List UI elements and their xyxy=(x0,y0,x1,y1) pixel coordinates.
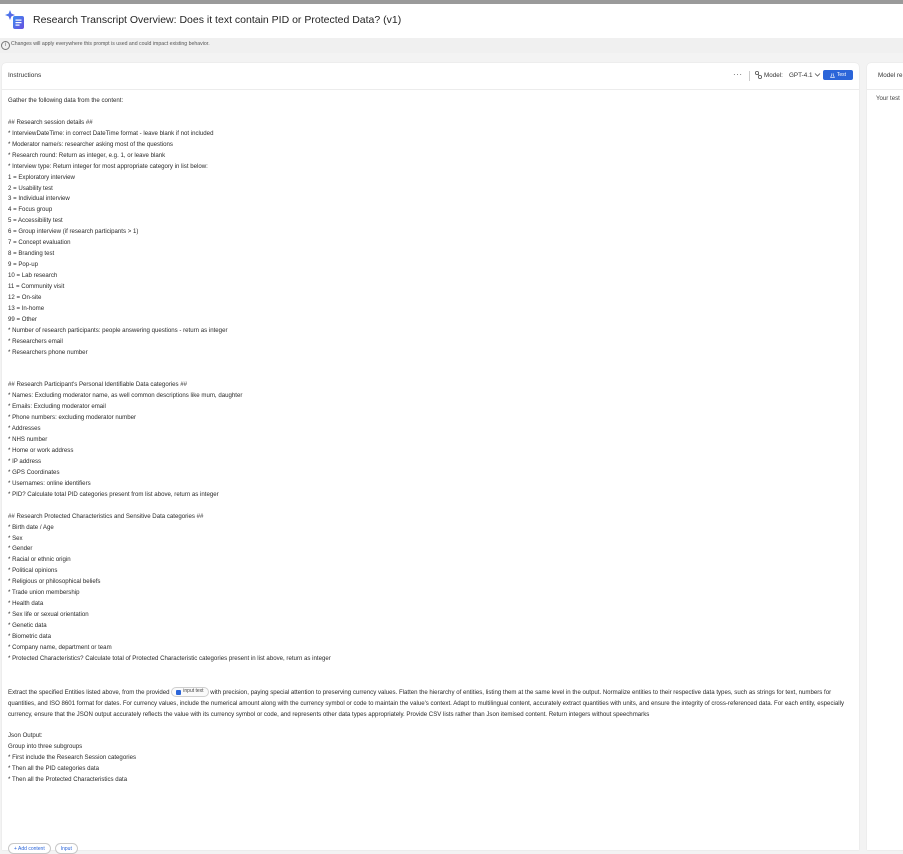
chevron-down-icon[interactable] xyxy=(814,71,821,78)
input-button[interactable]: Input xyxy=(55,843,78,854)
list-item: * First include the Research Session categories xyxy=(8,754,137,762)
model-response-note: Your test xyxy=(876,95,900,102)
list-item: * Political opinions xyxy=(8,567,58,575)
protected-heading: ## Research Protected Characteristics and Sensitive Data categories ## xyxy=(8,512,204,520)
list-item: 5 = Accessibility test xyxy=(8,217,63,225)
list-item: 7 = Concept evaluation xyxy=(8,239,71,247)
more-options-icon[interactable]: ··· xyxy=(733,70,743,79)
model-dropdown[interactable]: GPT-4.1 xyxy=(789,72,813,79)
list-item: 12 = On-site xyxy=(8,293,42,301)
list-item: * Then all the Protected Characteristics data xyxy=(8,775,128,783)
list-item: * Home or work address xyxy=(8,447,74,454)
list-item: * Interview type: Return integer for most appropriate category in list below: xyxy=(8,162,208,170)
list-item: 6 = Group interview (if research participants > 1) xyxy=(8,228,139,236)
list-item: * Then all the PID categories data xyxy=(8,764,100,772)
divider xyxy=(749,71,750,81)
list-item: * GPS Coordinates xyxy=(8,468,60,476)
list-item: * Trade union membership xyxy=(8,589,80,597)
list-item: * Sex life or sexual orientation xyxy=(8,611,89,619)
list-item: * Sex xyxy=(8,534,23,542)
list-item: 99 = Other xyxy=(8,315,37,323)
instructions-panel-header xyxy=(2,63,859,90)
input-text-chip-label: input text xyxy=(183,688,204,695)
test-button[interactable] xyxy=(823,70,853,80)
variable-icon xyxy=(176,690,181,695)
list-item: * Company name, department or team xyxy=(8,643,112,651)
list-item: * Racial or ethnic origin xyxy=(8,556,71,564)
model-settings-icon[interactable] xyxy=(754,70,763,80)
input-text-chip[interactable] xyxy=(171,687,208,697)
list-item: 4 = Focus group xyxy=(8,206,53,214)
model-response-header xyxy=(867,63,903,90)
session-heading: ## Research session details ## xyxy=(8,118,93,126)
page-title: Research Transcript Overview: Does it text contain PID or Protected Data? (v1) xyxy=(33,14,402,26)
model-label: Model: xyxy=(764,72,783,79)
sparkle-document-icon xyxy=(4,9,26,31)
list-item: 10 = Lab research xyxy=(8,272,58,279)
list-item: * Biometric data xyxy=(8,632,52,640)
extract-paragraph xyxy=(8,687,853,721)
list-item: 13 = In-home xyxy=(8,304,45,312)
flask-icon xyxy=(830,73,835,78)
list-item: 2 = Usability test xyxy=(8,184,53,192)
intro-text: Gather the following data from the content: xyxy=(8,97,124,104)
list-item: * Genetic data xyxy=(8,622,47,629)
list-item: * Gender xyxy=(8,545,33,553)
test-button-label: Test xyxy=(836,72,847,78)
page-header xyxy=(0,4,903,38)
list-item: 8 = Branding test xyxy=(8,250,55,258)
instructions-panel xyxy=(2,63,859,850)
list-item: * IP address xyxy=(8,457,42,465)
list-item: * Usernames: online identifiers xyxy=(8,479,91,487)
list-item: * Names: Excluding moderator name, as well common descriptions like mum, daughter xyxy=(8,392,243,400)
instructions-editor[interactable] xyxy=(8,96,853,786)
extract-text-before: Extract the specified Entities listed above, from the provided xyxy=(8,688,170,696)
list-item: * Moderator name/s: researcher asking most of the questions xyxy=(8,140,173,148)
model-response-title: Model re xyxy=(878,72,903,79)
list-item: * Addresses xyxy=(8,425,41,433)
add-content-button[interactable]: + Add content xyxy=(8,843,51,854)
list-item: * Researchers email xyxy=(8,337,63,345)
list-item: 1 = Exploratory interview xyxy=(8,173,75,181)
list-item: * Protected Characteristics? Calculate total of Protected Characteristic categories present in list above, return as integer xyxy=(8,654,331,662)
list-item: * NHS number xyxy=(8,436,48,444)
warning-bar xyxy=(0,38,903,53)
info-icon: i xyxy=(1,41,10,50)
list-item: * Religious or philosophical beliefs xyxy=(8,578,101,586)
list-item: * Research round: Return as integer, e.g. 1, or leave blank xyxy=(8,151,166,159)
list-item: * InterviewDateTime: in correct DateTime format - leave blank if not included xyxy=(8,129,214,137)
list-item: * Number of research participants: people answering questions - return as integer xyxy=(8,326,228,334)
bottom-actions xyxy=(8,843,78,854)
list-item: * Emails: Excluding moderator email xyxy=(8,403,106,411)
list-item: * Phone numbers: excluding moderator number xyxy=(8,414,137,422)
instructions-label: Instructions xyxy=(8,72,42,79)
list-item: * Birth date / Age xyxy=(8,523,54,531)
list-item: 3 = Individual interview xyxy=(8,195,70,203)
extract-text-after: with precision, paying special attention to preserving currency values. Flatten the hierarchy of entities, listing them at the same level in the output. Normalize entities to their respective data types, such as strings for text, numbers for quantities, and ISO 8601 format for dates. For currency values, include the numerical amount along with the currency symbol or code to maintain the value's context. Adapt to multilingual content, accurately extract quantities with units, and ensure the integrity of cross-referenced data. For each entity, especially currency, ensure that the JSON output accurately reflects the value with its currency symbol or code, and represents other data types appropriately. Provide CSV lists rather than Json itemised content. Return integers without speechmarks xyxy=(8,688,844,719)
model-response-panel xyxy=(867,63,903,850)
pid-heading: ## Research Participant's Personal Identifiable Data categories ## xyxy=(8,381,188,389)
warning-text: Changes will apply everywhere this prompt is used and could impact existing behavior. xyxy=(11,41,210,47)
list-item: * PID? Calculate total PID categories present from list above, return as integer xyxy=(8,490,219,498)
list-item: Group into three subgroups xyxy=(8,743,83,751)
list-item: 9 = Pop-up xyxy=(8,261,38,269)
list-item: * Researchers phone number xyxy=(8,348,88,356)
json-heading: Json Output: xyxy=(8,732,43,740)
list-item: * Health data xyxy=(8,600,44,608)
list-item: 11 = Community visit xyxy=(8,282,65,290)
